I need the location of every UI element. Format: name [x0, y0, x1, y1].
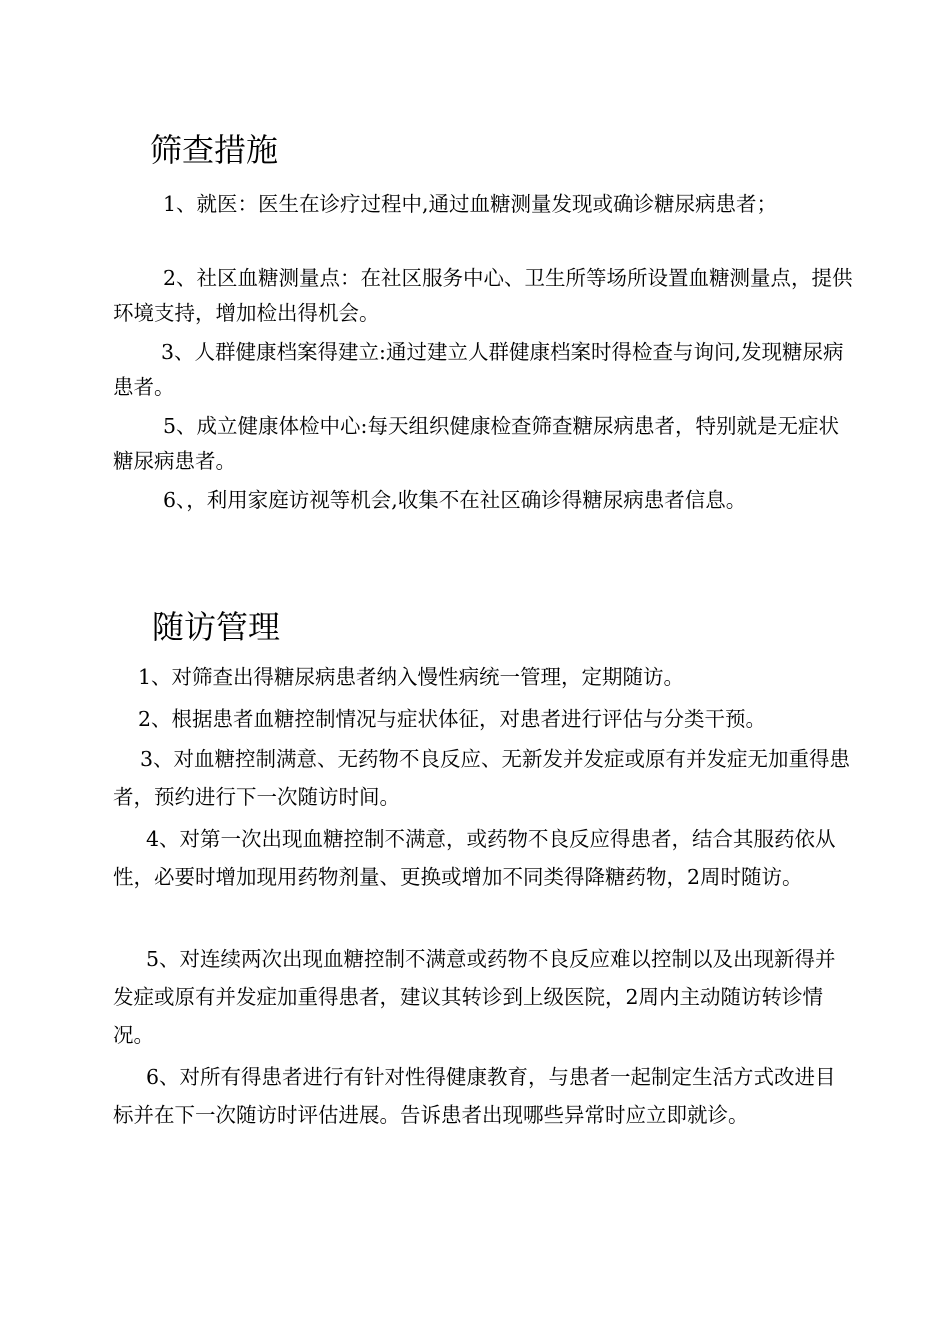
followup-item-1: 1、对筛查出得糖尿病患者纳入慢性病统一管理，定期随访。: [138, 665, 685, 689]
screening-item-5: 6、，利用家庭访视等机会,收集不在社区确诊得糖尿病患者信息。: [163, 488, 747, 512]
screening-item-1: 1、就医：医生在诊疗过程中,通过血糖测量发现或确诊糖尿病患者；: [163, 192, 778, 216]
followup-item-6: 6、对所有得患者进行有针对性得健康教育，与患者一起制定生活方式改进目标并在下一次随访时评估进展。告诉患者出现哪些异常时应立即就诊。: [113, 1065, 836, 1127]
followup-item-5: 5、对连续两次出现血糖控制不满意或药物不良反应难以控制以及出现新得并发症或原有并发症加重得患者，建议其转诊到上级医院，2周内主动随访转诊情况。: [113, 947, 836, 1047]
followup-item-4: 4、对第一次出现血糖控制不满意，或药物不良反应得患者，结合其服药依从性，必要时增加现用药物剂量、更换或增加不同类得降糖药物，2周时随访。: [113, 827, 836, 889]
section-title-followup: 随访管理: [152, 608, 281, 646]
screening-item-4: 5、成立健康体检中心:每天组织健康检查筛查糖尿病患者，特别就是无症状糖尿病患者。: [113, 414, 839, 473]
screening-item-3: 3、人群健康档案得建立:通过建立人群健康档案时得检查与询问,发现糖尿病患者。: [113, 340, 844, 399]
screening-item-2: 2、社区血糖测量点：在社区服务中心、卫生所等场所设置血糖测量点，提供环境支持，增加检出得机会。: [113, 266, 853, 325]
followup-item-2: 2、根据患者血糖控制情况与症状体征，对患者进行评估与分类干预。: [138, 707, 767, 731]
section-title-screening: 筛查措施: [150, 131, 279, 169]
followup-item-3: 3、对血糖控制满意、无药物不良反应、无新发并发症或原有并发症无加重得患者，预约进行下一次随访时间。: [113, 747, 851, 809]
